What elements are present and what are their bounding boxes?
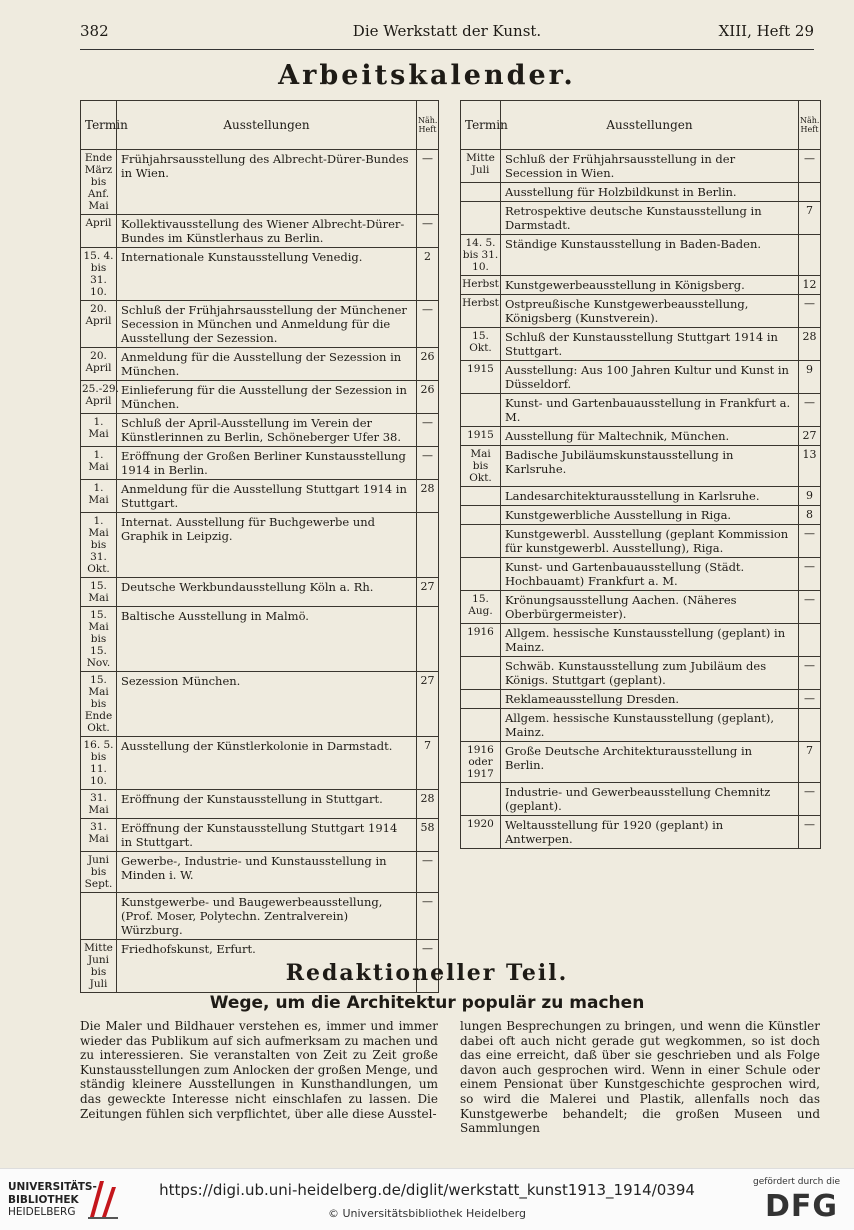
calendar-term xyxy=(461,558,501,591)
calendar-row xyxy=(461,742,821,783)
calendar-issue: — xyxy=(799,816,821,849)
calendar-term xyxy=(81,893,117,940)
calendar-exhibition: Friedhofskunst, Erfurt. xyxy=(117,940,417,993)
calendar-issue: 28 xyxy=(799,328,821,361)
col-header-exhibitions: Ausstellungen xyxy=(501,101,799,150)
calendar-issue: — xyxy=(799,591,821,624)
calendar-exhibition: Schluß der Frühjahrsausstellung der Münchener Secession in München und Anmeldung für die Ausstellung der Sezession. xyxy=(117,301,417,348)
header-rule xyxy=(80,49,814,50)
col-header-exhibitions: Ausstellungen xyxy=(117,101,417,150)
permalink-url[interactable]: https://digi.ub.uni-heidelberg.de/diglit/werkstatt_kunst1913_1914/0394 xyxy=(159,1181,695,1199)
calendar-exhibition: Internat. Ausstellung für Buchgewerbe und Graphik in Leipzig. xyxy=(117,513,417,578)
calendar-exhibition: Kunstgewerbeausstellung in Königsberg. xyxy=(501,276,799,295)
calendar-term: Mitte Juni bis Juli xyxy=(81,940,117,993)
calendar-exhibition: Reklameausstellung Dresden. xyxy=(501,690,799,709)
calendar-exhibition: Kunst- und Gartenbauausstellung in Frankfurt a. M. xyxy=(501,394,799,427)
calendar-exhibition: Anmeldung für die Ausstellung Stuttgart 1914 in Stuttgart. xyxy=(117,480,417,513)
calendar-term: 25.-29. April xyxy=(81,381,117,414)
calendar-row xyxy=(461,558,821,591)
viewer-footer xyxy=(0,1168,854,1230)
calendar-term xyxy=(461,690,501,709)
calendar-term: Juni bis Sept. xyxy=(81,852,117,893)
calendar-term: 14. 5. bis 31. 10. xyxy=(461,235,501,276)
article-title: Wege, um die Architektur populär zu machen xyxy=(209,993,645,1013)
calendar-row xyxy=(461,624,821,657)
calendar-issue: 2 xyxy=(417,248,439,301)
calendar-row xyxy=(461,235,821,276)
calendar-issue: 7 xyxy=(417,737,439,790)
calendar-row xyxy=(81,414,439,447)
calendar-issue: 58 xyxy=(417,819,439,852)
calendar-exhibition: Eröffnung der Kunstausstellung Stuttgart 1914 in Stuttgart. xyxy=(117,819,417,852)
calendar-exhibition: Landesarchitekturausstellung in Karlsruhe. xyxy=(501,487,799,506)
calendar-term: 1. Mai xyxy=(81,447,117,480)
calendar-issue: 28 xyxy=(417,480,439,513)
calendar-exhibition: Kunst- und Gartenbauausstellung (Städt. Hochbauamt) Frankfurt a. M. xyxy=(501,558,799,591)
logo-line: BIBLIOTHEK xyxy=(8,1193,79,1206)
calendar-issue xyxy=(799,235,821,276)
calendar-term: 1. Mai bis 31. Okt. xyxy=(81,513,117,578)
calendar-term: 15. Mai bis 15. Nov. xyxy=(81,607,117,672)
calendar-exhibition: Allgem. hessische Kunstausstellung (geplant) in Mainz. xyxy=(501,624,799,657)
calendar-row xyxy=(461,361,821,394)
calendar-issue xyxy=(799,183,821,202)
calendar-term xyxy=(461,487,501,506)
calendar-exhibition: Ausstellung für Maltechnik, München. xyxy=(501,427,799,446)
calendar-issue: — xyxy=(799,783,821,816)
calendar-term: 15. Okt. xyxy=(461,328,501,361)
calendar-row xyxy=(461,328,821,361)
calendar-issue: — xyxy=(799,295,821,328)
calendar-row xyxy=(461,591,821,624)
calendar-row xyxy=(81,215,439,248)
calendar-issue: 9 xyxy=(799,487,821,506)
article-column-left: Die Maler und Bildhauer verstehen es, immer und immer wieder das Publikum auf sich aufmerksam zu machen und zu interessieren. Sie veranstalten von Zeit zu Zeit große Kunstausstellungen zum Anlocken der großen Menge, und ständig kleinere Ausstellungen in Kunsthandlungen, um das geweckte Interesse nicht einschlafen zu lassen. Die Zeitungen fühlen sich verpflichtet, über alle diese Ausstel- xyxy=(80,1019,438,1121)
calendar-row xyxy=(461,487,821,506)
calendar-issue xyxy=(417,513,439,578)
calendar-exhibition: Ausstellung der Künstlerkolonie in Darmstadt. xyxy=(117,737,417,790)
calendar-exhibition: Anmeldung für die Ausstellung der Sezession in München. xyxy=(117,348,417,381)
calendar-issue: — xyxy=(417,414,439,447)
calendar-row xyxy=(461,183,821,202)
calendar-term: 1920 xyxy=(461,816,501,849)
calendar-issue: 7 xyxy=(799,742,821,783)
calendar-row xyxy=(461,446,821,487)
calendar-term: 15. Mai xyxy=(81,578,117,607)
calendar-row xyxy=(461,709,821,742)
calendar-term: 15. Aug. xyxy=(461,591,501,624)
calendar-term: April xyxy=(81,215,117,248)
calendar-issue: — xyxy=(799,558,821,591)
dfg-logo[interactable]: DFG xyxy=(764,1189,838,1224)
calendar-issue xyxy=(799,709,821,742)
logo-line: HEIDELBERG xyxy=(8,1206,76,1218)
calendar-issue: — xyxy=(417,447,439,480)
calendar-exhibition: Schwäb. Kunstausstellung zum Jubiläum des Königs. Stuttgart (geplant). xyxy=(501,657,799,690)
calendar-exhibition: Eröffnung der Großen Berliner Kunstausstellung 1914 in Berlin. xyxy=(117,447,417,480)
calendar-issue: 13 xyxy=(799,446,821,487)
calendar-term: Mitte Juli xyxy=(461,150,501,183)
calendar-term xyxy=(461,783,501,816)
calendar-term: Mai bis Okt. xyxy=(461,446,501,487)
calendar-issue: 27 xyxy=(417,672,439,737)
calendar-issue: — xyxy=(417,150,439,215)
calendar-exhibition: Kunstgewerbe- und Baugewerbeausstellung, (Prof. Moser, Polytechn. Zentralverein) Würzburg. xyxy=(117,893,417,940)
calendar-issue: — xyxy=(417,852,439,893)
calendar-row xyxy=(461,202,821,235)
calendar-issue: — xyxy=(799,150,821,183)
copyright-notice: © Universitätsbibliothek Heidelberg xyxy=(327,1207,526,1220)
calendar-issue: — xyxy=(799,690,821,709)
calendar-issue xyxy=(799,624,821,657)
calendar-term xyxy=(461,394,501,427)
calendar-exhibition: Gewerbe-, Industrie- und Kunstausstellung in Minden i. W. xyxy=(117,852,417,893)
calendar-exhibition: Ostpreußische Kunstgewerbeausstellung, Königsberg (Kunstverein). xyxy=(501,295,799,328)
calendar-exhibition: Industrie- und Gewerbeausstellung Chemnitz (geplant). xyxy=(501,783,799,816)
calendar-exhibition: Frühjahrsausstellung des Albrecht-Dürer-Bundes in Wien. xyxy=(117,150,417,215)
calendar-term: 15. Mai bis Ende Okt. xyxy=(81,672,117,737)
calendar-issue: 27 xyxy=(417,578,439,607)
calendar-exhibition: Eröffnung der Kunstausstellung in Stuttgart. xyxy=(117,790,417,819)
section-title: Redaktioneller Teil. xyxy=(285,960,569,986)
calendar-row xyxy=(81,480,439,513)
calendar-issue: 7 xyxy=(799,202,821,235)
calendar-exhibition: Kollektivausstellung des Wiener Albrecht-Dürer-Bundes im Künstlerhaus zu Berlin. xyxy=(117,215,417,248)
calendar-exhibition: Krönungsausstellung Aachen. (Näheres Oberbürgermeister). xyxy=(501,591,799,624)
calendar-term: 1. Mai xyxy=(81,480,117,513)
calendar-exhibition: Schluß der April-Ausstellung im Verein der Künstlerinnen zu Berlin, Schöneberger Ufer 38. xyxy=(117,414,417,447)
calendar-exhibition: Schluß der Frühjahrsausstellung in der Secession in Wien. xyxy=(501,150,799,183)
calendar-issue: — xyxy=(417,893,439,940)
calendar-exhibition: Deutsche Werkbundausstellung Köln a. Rh. xyxy=(117,578,417,607)
calendar-row xyxy=(81,381,439,414)
calendar-exhibition: Kunstgewerbl. Ausstellung (geplant Kommission für kunstgewerbl. Ausstellung), Riga. xyxy=(501,525,799,558)
calendar-row xyxy=(461,690,821,709)
calendar-title: Arbeitskalender. xyxy=(278,60,576,91)
calendar-row xyxy=(461,150,821,183)
calendar-term xyxy=(461,183,501,202)
journal-title: Die Werkstatt der Kunst. xyxy=(352,22,542,40)
calendar-issue: 8 xyxy=(799,506,821,525)
calendar-term: 1915 xyxy=(461,361,501,394)
calendar-issue: — xyxy=(799,525,821,558)
calendar-exhibition: Einlieferung für die Ausstellung der Sezession in München. xyxy=(117,381,417,414)
calendar-row xyxy=(461,394,821,427)
col-header-issue: Näh. Heft xyxy=(799,101,821,150)
col-header-issue: Näh. Heft xyxy=(417,101,439,150)
calendar-term: Ende März bis Anf. Mai xyxy=(81,150,117,215)
calendar-issue: 27 xyxy=(799,427,821,446)
calendar-issue: 28 xyxy=(417,790,439,819)
calendar-term xyxy=(461,506,501,525)
article-column-right: lungen Besprechungen zu bringen, und wenn die Künstler dabei oft auch nicht gerade gut wegkommen, so ist doch das eine erreicht, daß über sie geschrieben und als Folge davon auch gesprochen wird. Wenn in einer Schule oder einem Pensionat über Kunstgeschichte gesprochen wird, so wird die Malerei und Plastik, allenfalls noch das Kunstgewerbe behandelt; die großen Museen und Sammlungen xyxy=(460,1019,820,1136)
calendar-row xyxy=(81,447,439,480)
calendar-exhibition: Weltausstellung für 1920 (geplant) in Antwerpen. xyxy=(501,816,799,849)
col-header-term: Termin xyxy=(461,101,501,150)
calendar-row xyxy=(81,790,439,819)
calendar-row xyxy=(461,506,821,525)
calendar-exhibition: Ausstellung für Holzbildkunst in Berlin. xyxy=(501,183,799,202)
calendar-row xyxy=(81,348,439,381)
calendar-term: 1916 oder 1917 xyxy=(461,742,501,783)
calendar-exhibition: Retrospektive deutsche Kunstausstellung in Darmstadt. xyxy=(501,202,799,235)
calendar-row xyxy=(461,816,821,849)
calendar-term: 1. Mai xyxy=(81,414,117,447)
col-header-term: Termin xyxy=(81,101,117,150)
calendar-term: 31. Mai xyxy=(81,790,117,819)
calendar-exhibition: Große Deutsche Architekturausstellung in Berlin. xyxy=(501,742,799,783)
calendar-term xyxy=(461,709,501,742)
calendar-issue: — xyxy=(417,301,439,348)
calendar-exhibition: Schluß der Kunstausstellung Stuttgart 1914 in Stuttgart. xyxy=(501,328,799,361)
calendar-issue: — xyxy=(799,394,821,427)
calendar-term: 20. April xyxy=(81,301,117,348)
calendar-exhibition: Ausstellung: Aus 100 Jahren Kultur und Kunst in Düsseldorf. xyxy=(501,361,799,394)
calendar-term xyxy=(461,657,501,690)
calendar-issue: 26 xyxy=(417,381,439,414)
calendar-exhibition: Sezession München. xyxy=(117,672,417,737)
calendar-row xyxy=(461,525,821,558)
calendar-issue: 9 xyxy=(799,361,821,394)
page-number: 382 xyxy=(80,22,109,40)
funding-caption: gefördert durch die xyxy=(753,1177,840,1187)
calendar-exhibition: Kunstgewerbliche Ausstellung in Riga. xyxy=(501,506,799,525)
calendar-exhibition: Baltische Ausstellung in Malmö. xyxy=(117,607,417,672)
calendar-row xyxy=(461,276,821,295)
calendar-term: 20. April xyxy=(81,348,117,381)
calendar-row xyxy=(81,607,439,672)
calendar-row xyxy=(461,295,821,328)
calendar-term: 1916 xyxy=(461,624,501,657)
calendar-issue: — xyxy=(417,940,439,993)
calendar-term: Herbst xyxy=(461,295,501,328)
calendar-issue: — xyxy=(417,215,439,248)
calendar-row xyxy=(81,301,439,348)
calendar-term xyxy=(461,202,501,235)
calendar-issue: 12 xyxy=(799,276,821,295)
calendar-row xyxy=(81,672,439,737)
calendar-row xyxy=(461,657,821,690)
calendar-row xyxy=(81,248,439,301)
calendar-term xyxy=(461,525,501,558)
calendar-row xyxy=(461,427,821,446)
calendar-term: 31. Mai xyxy=(81,819,117,852)
calendar-table-right xyxy=(460,100,821,849)
volume-issue: XIII, Heft 29 xyxy=(718,22,814,40)
calendar-issue: — xyxy=(799,657,821,690)
calendar-row xyxy=(81,150,439,215)
calendar-exhibition: Ständige Kunstausstellung in Baden-Baden. xyxy=(501,235,799,276)
calendar-exhibition: Badische Jubiläumskunstausstellung in Karlsruhe. xyxy=(501,446,799,487)
calendar-exhibition: Allgem. hessische Kunstausstellung (geplant), Mainz. xyxy=(501,709,799,742)
calendar-row xyxy=(81,578,439,607)
calendar-term: 15. 4. bis 31. 10. xyxy=(81,248,117,301)
calendar-exhibition: Internationale Kunstausstellung Venedig. xyxy=(117,248,417,301)
calendar-row xyxy=(81,737,439,790)
calendar-term: Herbst xyxy=(461,276,501,295)
calendar-row xyxy=(81,893,439,940)
calendar-term: 16. 5. bis 11. 10. xyxy=(81,737,117,790)
logo-line: UNIVERSITÄTS- xyxy=(8,1181,97,1193)
calendar-issue xyxy=(417,607,439,672)
calendar-row xyxy=(81,513,439,578)
running-head xyxy=(80,22,814,48)
calendar-table-left xyxy=(80,100,439,993)
calendar-term: 1915 xyxy=(461,427,501,446)
calendar-issue: 26 xyxy=(417,348,439,381)
calendar-row xyxy=(81,852,439,893)
calendar-row xyxy=(461,783,821,816)
calendar-row xyxy=(81,819,439,852)
